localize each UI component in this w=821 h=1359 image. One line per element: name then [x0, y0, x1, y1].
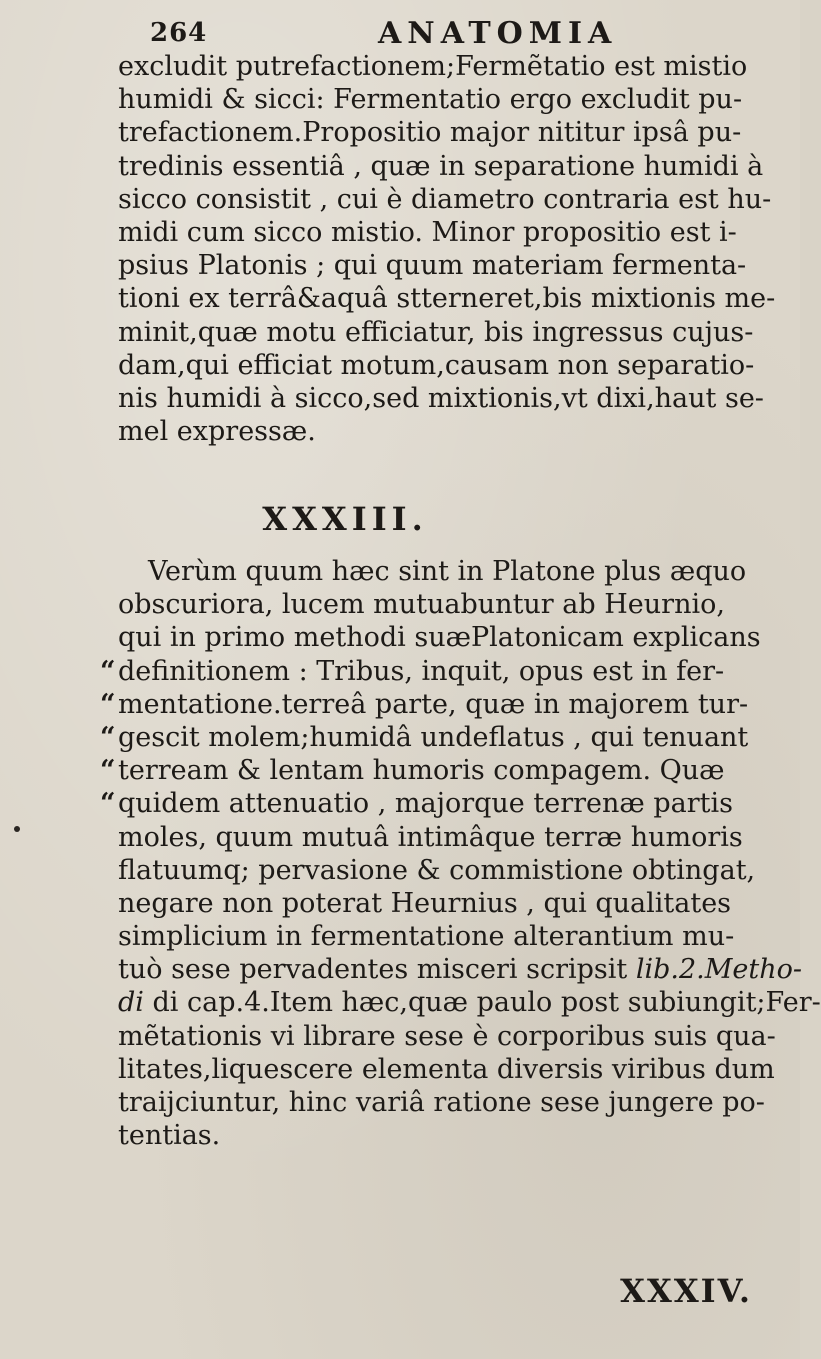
- text-line: psius Platonis ; qui quum materiam fermenta-: [118, 250, 747, 282]
- citation-italic: lib.2.Metho-: [635, 954, 802, 986]
- line-text: di cap.4.Item hæc,quæ paulo post subiungit;Fer-: [152, 987, 821, 1019]
- paragraph-2: [100, 555, 821, 1152]
- text-line: tredinis essentiâ , quæ in separatione humidi à: [118, 150, 764, 182]
- quote-mark: “: [100, 655, 116, 687]
- text-line: traijciuntur, hinc variâ ratione sese jungere po-: [118, 1087, 765, 1118]
- text-line: [118, 986, 821, 1019]
- section-heading: [0, 500, 800, 538]
- text-line: [100, 721, 778, 754]
- text-line: flatuumq; pervasione & commistione obtingat,: [118, 854, 756, 886]
- quote-mark: “: [100, 755, 116, 787]
- text-line: [100, 787, 778, 820]
- line-text: quidem attenuatio , majorque terrenæ partis: [118, 788, 733, 820]
- paragraph-1: [118, 50, 776, 448]
- line-text: definitionem : Tribus, inquit, opus est in fer-: [118, 655, 725, 687]
- line-text: gescit molem;humidâ undeflatus , qui tenuant: [118, 721, 749, 753]
- text-line: trefactionem.Propositio major nititur ipsâ pu-: [118, 117, 742, 149]
- citation-italic-cont: di: [118, 987, 144, 1019]
- section-number: XXXIII.: [262, 500, 428, 538]
- text-line: Verùm quum hæc sint in Platone plus æquo: [148, 556, 747, 587]
- text-line: nis humidi à sicco,sed mixtionis,vt dixi,haut se-: [118, 382, 764, 414]
- text-line: mẽtationis vi librare sese è corporibus suis qua-: [118, 1020, 776, 1052]
- page-number: 264: [150, 18, 208, 48]
- text-line: excludit putrefactionem;Fermẽtatio est mistio: [118, 51, 748, 82]
- text-line: moles, quum mutuâ intimâque terræ humoris: [118, 821, 743, 853]
- text-line: humidi & sicci: Fermentatio ergo excludit pu-: [118, 84, 743, 116]
- text-line: sicco consistit , cui è diametro contraria est hu-: [118, 183, 772, 215]
- text-line: tioni ex terrâ&aquâ stterneret,bis mixtionis me-: [118, 283, 776, 315]
- line-text: tuò sese pervadentes misceri scripsit: [118, 954, 628, 986]
- text-line: obscuriora, lucem mutuabuntur ab Heurnio,: [118, 589, 725, 621]
- text-line: [100, 655, 778, 688]
- quote-mark: “: [100, 788, 116, 820]
- page-header: [150, 14, 770, 54]
- line-text: mentatione.terreâ parte, quæ in majorem tur-: [118, 688, 749, 720]
- text-line: mel expressæ.: [118, 416, 316, 448]
- text-line: litates,liquescere elementa diversis viribus dum: [118, 1053, 775, 1085]
- ink-spot: [14, 826, 20, 832]
- text-line: tentias.: [118, 1120, 221, 1152]
- text-line: [100, 688, 778, 721]
- text-line: qui in primo methodi suæPlatonicam explicans: [118, 622, 761, 654]
- quote-mark: “: [100, 721, 116, 753]
- text-line: [100, 754, 778, 787]
- line-text: terream & lentam humoris compagem. Quæ: [118, 755, 725, 787]
- text-line: simplicium in fermentatione alterantium mu-: [118, 921, 735, 953]
- text-line: minit,quæ motu efficiatur, bis ingressus cujus-: [118, 316, 754, 348]
- running-head: ANATOMIA: [378, 16, 618, 51]
- text-line: negare non poterat Heurnius , qui qualitates: [118, 887, 732, 919]
- text-line: [118, 953, 802, 986]
- text-line: dam,qui efficiat motum,causam non separatio-: [118, 349, 755, 381]
- quote-mark: “: [100, 688, 116, 720]
- next-section-heading: XXXIV.: [620, 1272, 752, 1310]
- text-line: midi cum sicco mistio. Minor propositio est i-: [118, 216, 737, 248]
